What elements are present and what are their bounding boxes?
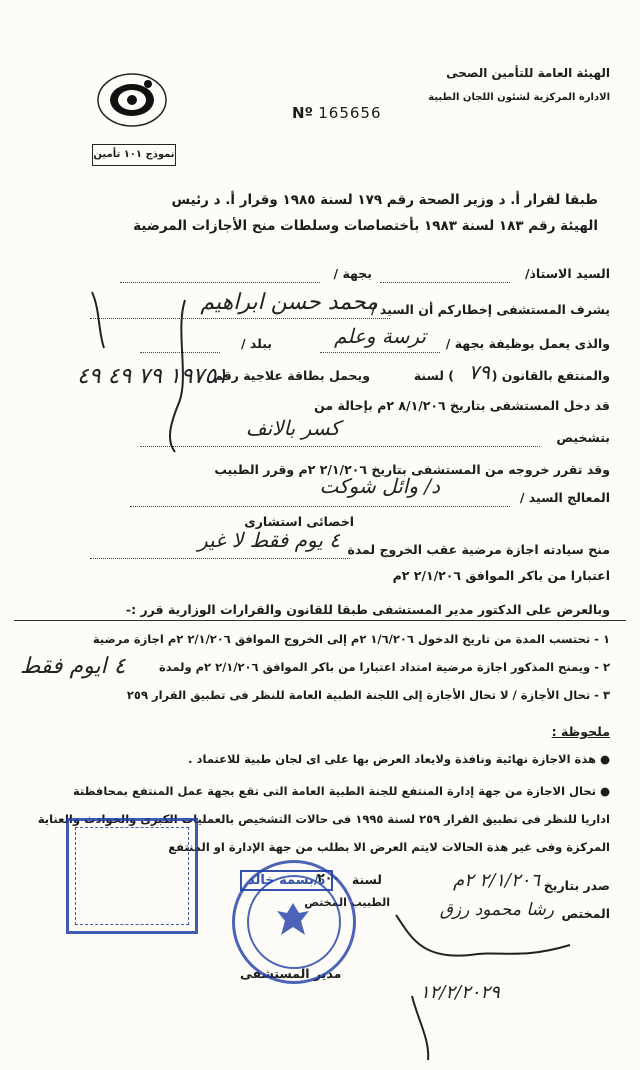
card-number: ١٩٧٥١ ٧٩ ٤٩ ٤٩ xyxy=(76,364,228,389)
title-line-1: طبقا لقرار أ. د وزير الصحة رقم ١٧٩ لسنة ١٩٨٥ وقرار أ. د رئيس xyxy=(171,192,598,208)
discharge-text: وقد تقرر خروجه من المستشفى بتاريخ ٢/١/٢٠٦ ٢م وقرر الطبيب xyxy=(214,462,610,477)
grant-label: منح سيادته اجازة مرضية عقب الخروج لمدة xyxy=(347,542,610,557)
issued-date: ٢/١/٢٠٦ ٢م xyxy=(452,870,540,891)
grant-duration: ٤ يوم فقط لا غير xyxy=(197,528,340,552)
stamp-name: د/بسمة خالد xyxy=(240,870,333,891)
addressee-label: السيد الاستاذ/ xyxy=(524,266,610,281)
note-1-text: هذة الاجازة نهائية ونافذة ولايعاد العرض بها على اى لجان طبية للاعتماد . xyxy=(188,752,596,766)
card-label: ويحمل بطاقة علاجية رقم xyxy=(213,368,370,383)
town-label: ببلد / xyxy=(240,336,272,351)
patient-name: محمد حسن ابراهيم xyxy=(200,290,378,315)
serial-label: Nº xyxy=(292,104,314,122)
org-name: الهيئة العامة للتأمين الصحى xyxy=(446,66,610,80)
serial-value: 165656 xyxy=(318,104,382,122)
decision-item-1: ١ - تحتسب المدة من تاريخ الدخول ١/٦/٢٠٦ ٢م إلى الخروج الموافق ٢/١/٢٠٦ ٢م اجازة مرضية xyxy=(92,632,610,646)
doctor-label: المعالج السيد / xyxy=(519,490,610,505)
decision-item-2: ٢ - ويمنح المذكور اجازة مرضية امتداد اعتبارا من باكر الموافق ٢/١/٢٠٦ ٢م ولمدة xyxy=(158,660,610,674)
law-suffix: ) لسنة xyxy=(413,368,454,383)
addressee-org-label: بجهة / xyxy=(333,266,372,281)
notify-label: يشرف المستشفى إخطاركم أن السيد / xyxy=(371,302,610,317)
physician-name: رشا محمود رزق xyxy=(439,900,554,920)
employer-label: والذى يعمل بوظيفة بجهة / xyxy=(445,336,610,351)
leave-start-date: اعتبارا من باكر الموافق ٢/١/٢٠٦ ٢م xyxy=(392,568,610,583)
note-2-text: تحال الاجازة من جهة إدارة المنتفع للجنة الطبية العامة التى تقع بجهة عمل المنتفع بمحافظتة xyxy=(72,784,596,798)
admission-text: قد دخل المستشفى بتاريخ ٨/١/٢٠٦ ٢م بإحالة من xyxy=(314,398,610,413)
issued-label: صدر بتاريخ xyxy=(543,878,610,893)
decision-item-3: ٣ - تحال الأجازة / لا تحال الأجازة إلى اللجنة الطبية العامة للنظر فى تطبيق القرار ٢٥٩ xyxy=(126,688,610,702)
note-2-line-2: اداريا للنظر فى تطبيق القرار ٢٥٩ لسنة ١٩٩٥ فى حالات التشخيص بالعمليات الكبرى والحوادث والعناية xyxy=(37,812,610,826)
decision-item-2-duration: ٤ ايوم فقط xyxy=(20,654,126,679)
title-line-2: الهيئة رقم ١٨٣ لسنة ١٩٨٣ بأختصاصات وسلطات منح الأجازات المرضية xyxy=(133,218,598,234)
doctor-specialty: اخصائى استشارى xyxy=(244,514,354,529)
note-2-line-3: المركزة وفى غير هذة الحالات لايتم العرض الا بطلب من جهة الإدارة او المنتفع xyxy=(168,840,610,854)
diagnosis-label: بتشخيص xyxy=(556,430,610,445)
physician-label: المختص xyxy=(561,906,610,921)
director-label: مدير المستشفى xyxy=(240,966,342,981)
org-department: الادارة المركزية لشئون اللجان الطبية xyxy=(428,92,610,103)
approver-label: الطبيب المختص xyxy=(304,896,390,909)
year-value: ٢٠٠ xyxy=(317,870,340,885)
form-code: نموذج ١٠١ تأمين xyxy=(93,149,175,160)
bottom-handwritten-date: ١٢/٢/٢٠٢٩ xyxy=(420,982,500,1003)
doctor-stamp xyxy=(66,818,198,934)
doctor-value: د/ وائل شوكت xyxy=(319,474,440,498)
decision-intro: وبالعرض على الدكتور مدير المستشفى طبقا للقانون والقرارات الوزارية قرر :- xyxy=(125,602,610,617)
year-label: لسنة xyxy=(351,872,382,887)
eagle-emblem-icon xyxy=(273,899,313,939)
law-value: ٧٩ xyxy=(468,360,490,384)
law-label: والمنتفع بالقانون ( xyxy=(491,368,610,383)
note-1: ● هذة الاجازة نهائية ونافذة ولايعاد العرض بها على اى لجان طبية للاعتماد . xyxy=(188,752,610,766)
diagnosis-value: كسر بالانف xyxy=(245,416,340,440)
employer-value: ترسة وعلم xyxy=(334,324,426,348)
notes-heading: ملحوظة : xyxy=(551,724,610,739)
note-2: ● تحال الاجازة من جهة إدارة المنتفع للجنة الطبية العامة التى تقع بجهة عمل المنتفع بمحافظتة xyxy=(72,784,610,798)
